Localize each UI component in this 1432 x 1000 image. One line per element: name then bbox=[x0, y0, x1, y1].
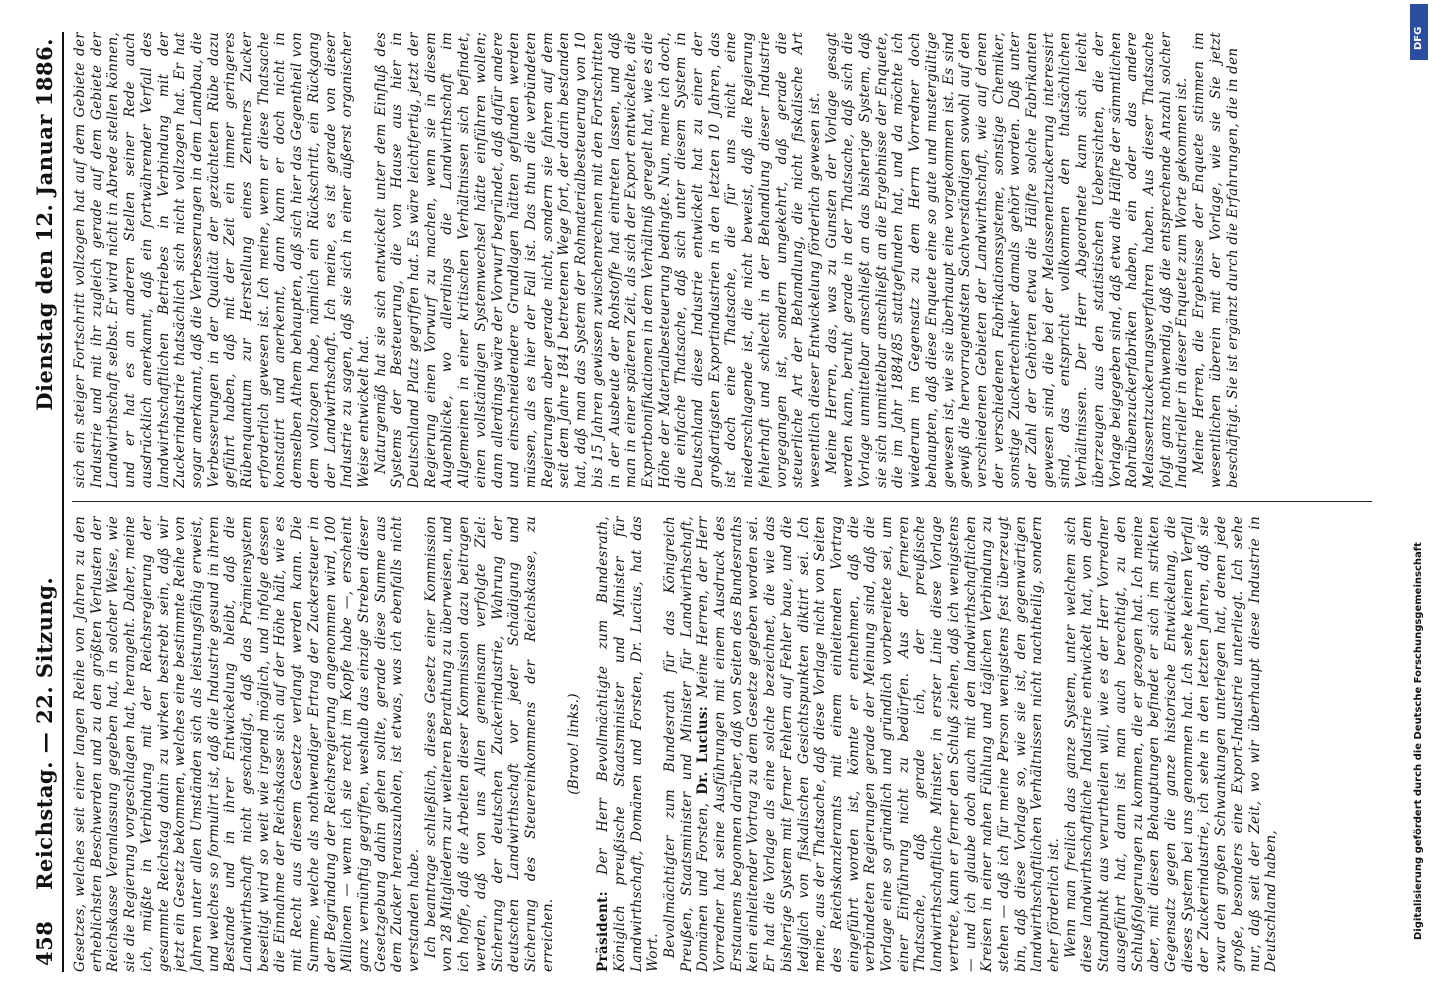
paragraph: Meine Herren, die Ergebnisse der Enquete stimmen im wesentlichen überein mit der Vorlage, wie sie Sie jetzt beschäftigt. Sie ist ergänzt durch die Erfahrungen, die in den bbox=[1191, 32, 1241, 488]
header-date: Dienstag den 12. Januar 1886. bbox=[32, 38, 57, 411]
left-column bbox=[72, 516, 1392, 972]
speech-text: Der Herr Bevollmächtigte zum Bundesrath, Königlich preußische Staatsminister und Minister für Landwirthschaft, Domänen und Forsten, Dr. Lucius, hat das Wort. bbox=[595, 516, 662, 972]
speaker-name: Präsident: bbox=[595, 891, 612, 972]
speaker-name: Dr. Lucius: bbox=[695, 705, 712, 795]
dfg-logo-text: DFG bbox=[1413, 26, 1424, 50]
speech-text: Meine Herren, der Herr Vorredner hat seine Ausführungen mit einem Ausdruck des Erstaunens begonnen darüber, daß von Seiten des Bundesraths kein einleitender Vortrag zu dem Gesetze gegeben worden sei. Er hat die Vorlage als eine solche bezeichnet, die wie das bisherige System mit ferner Fehlern auf Fehler baue, und die lediglich von fiskalischen Gesichtspunkten diktirt sei. Ich meine, aus der Thatsache, daß diese Vorlage nicht von Seiten des Reichskanzleramts mit einem einleitenden Vortrag eingeführt worden ist, könnte er entnehmen, daß die verbündeten Regierungen gerade der Meinung sind, daß die Vorlage eine so gründlich und gründlich vorbereitete sei, um einer Einführung nicht zu bedürfen. Aus der ferneren Thatsache, daß gerade ich, der preußische landwirthschaftliche Minister, in erster Linie diese Vorlage vertrete, kann er ferner den Schluß ziehen, daß ich wenigstens — und ich glaube doch auch mit den landwirthschaftlichen Kreisen in einer nahen Fühlung und täglichen Verbindung zu stehen — daß ich für meine Person wenigstens fest überzeugt bin, daß diese Vorlage so, wie sie ist, den gegenwärtigen landwirthschaftlichen Verhältnissen nicht nachtheilig, sondern eher förderlich ist. bbox=[695, 516, 1063, 972]
paragraph: Meine Herren, das, was zu Gunsten der Vorlage gesagt werden kann, beruht gerade in der Thatsache, daß sich die Vorlage unmittelbar anschließt an das bisherige System, daß sie sich unmittelbar anschließt an die Ergebnisse der Enquete, die im Jahr 1884/85 stattgefunden hat, und da möchte ich wiederum im Gegensatz zu dem Herrn Vorredner doch behaupten, daß diese Enquete eine so gute und mustergültige gewesen ist, wie sie überhaupt eine vorgekommen ist. Es sind gewiß die hervorragendsten Sachverständigen sowohl auf den verschiedenen Gebieten der Landwirthschaft, wie auf denen der verschiedenen Fabrikationssysteme, sonstige Chemiker, sonstige Zuckertechniker damals gehört worden. Daß unter der Zahl der Gehörten etwa die Hälfte solche Fabrikanten gewesen sind, die bei der Melassenentzuckerung interessirt sind, das entspricht vollkommen den thatsächlichen Verhältnissen. Der Herr Abgeordnete kann sich leicht überzeugen aus den statistischen Uebersichten, die der Vorlage beigegeben sind, daß etwa die Hälfte der sämmtlichen Rohrübenzuckerfabriken haben, ein oder das andere Melassentzuckerungsverfahren haben. Aus dieser Thatsache folgt ganz nothwendig, daß die entsprechende Anzahl solcher Industrieller in dieser Enquete zum Worte gekommen ist. bbox=[823, 32, 1191, 488]
paragraph: Naturgemäß hat sie sich entwickelt unter dem Einfluß des Systems der Besteuerung, die von Hause aus hier in Deutschland Platz gegriffen hat. Es wäre leichtfertig, jetzt der Regierung einen Vorwurf zu machen, wenn sie in diesem Augenblicke, wo allerdings die Landwirthschaft im Allgemeinen in einer kritischen Verhältnissen sich befindet, einen vollständigen Systemwechsel hätte einführen wollen; dann allerdings wäre der Vorwurf begründet, daß dafür andere und einschneidendere Grundlagen hätten gefunden werden müssen, als es hier der Fall ist. Das thun die verbündeten Regierungen aber gerade nicht, sondern sie fahren auf dem seit dem Jahre 1841 betretenen Wege fort, der darin bestanden hat, daß man das System der Rohmaterialbesteuerung von 10 bis 15 Jahren gewissen zwischenrechnen mit den Fortschritten in der Ausbeute der Rohstoffe hat eintreten lassen, und daß man in einer späteren Zeit, als sich der Export entwickelte, die Exportbonifikationen in dem Verhältniß geregelt hat, wie es die Höhe der Materialbesteuerung bedingte. Nun, meine ich doch, die einfache Thatsache, daß sich unter diesem System in Deutschland diese Industrie entwickelt hat zu einer der großartigsten Exportindustrien in den letzten 10 Jahren, das ist doch eine Thatsache, die für uns nicht eine niederschlagende ist, die nicht beweist, daß die Regierung fehlerhaft und schlecht in der Behandlung dieser Industrie vorgegangen ist, sondern umgekehrt, daß gerade die steuerliche Art der Behandlung, die nicht fiskalische Art wesentlich dieser Entwickelung förderlich gewesen ist. bbox=[372, 32, 823, 488]
applause-note: (Bravo! links.) bbox=[566, 693, 583, 795]
speaker-paragraph bbox=[595, 516, 662, 972]
digitization-watermark bbox=[1406, 60, 1430, 960]
rotated-document-page bbox=[20, 32, 1400, 972]
header-rule bbox=[62, 32, 64, 972]
paragraph: Gesetzes, welches seit einer langen Reihe von Jahren zu den erheblichsten Beschwerden und zu den größten Verlusten der Reichskasse Veranlassung gegeben hat, in solcher Weise, wie sie die Regierung vorgeschlagen hat, herangeht. Daher, meine ich, müßte in Verbindung mit der Reichsregierung der gesammte Reichstag dahin zu wirken bestrebt sein, daß wir jetzt ein Gesetz bekommen, welches eine bestimmte Reihe von Jahren unter allen Umständen sich als leistungsfähig erweist, und welches so formulirt ist, daß die Industrie gesund in ihrem Bestande und in ihrer Entwickelung bleibt, daß die Landwirthschaft nicht geschädigt, daß das Prämiensystem beseitigt wird so weit wie irgend möglich, und infolge dessen die Einnahme der Reichskasse sich auf der Höhe hält, wie es mit Recht aus diesem Gesetze verlangt werden kann. Die Summe, welche als nothwendiger Ertrag der Zuckersteuer in der Begründung der Reichsregierung angenommen wird, 100 Millionen — wenn ich sie recht im Kopfe habe —, erscheint ganz vernünftig gegriffen, weshalb das einzige Streben dieser Gesetzgebung dahin gehen sollte, gerade diese Summe aus dem Zucker herauszuholen, ist etwas, was ich ebenfalls nicht verstanden habe. bbox=[72, 516, 423, 972]
page-number: 458 bbox=[32, 920, 57, 966]
paragraph: sich ein steiger Fortschritt vollzogen hat auf dem Gebiete der Industrie und mit ihr zugleich gerade auf dem Gebiete der Landwirthschaft selbst. Er wird nicht in Abrede stellen können, und er hat es an anderen Stellen seiner Rede auch ausdrücklich anerkannt, daß ein fortwährender Verfall des landwirthschaftlichen Betriebes in Verbindung mit der Zuckerindustrie thatsächlich sich nicht vollzogen hat. Er hat sogar anerkannt, daß die Verbesserungen in dem Landbau, die Verbesserungen in der Qualität der gezüchteten Rübe dazu geführt haben, daß mit der Zeit ein immer geringeres Rübenquantum zur Herstellung eines Zentners Zucker erforderlich gewesen ist. Ich meine, wenn er diese Thatsache konstatirt und anerkennt, dann kann er doch nicht in demselben Athem behaupten, daß sich hier das Gegentheil von dem vollzogen habe, nämlich ein Rückschritt, ein Rückgang der Landwirthschaft. Ich meine, es ist gerade von dieser Industrie zu sagen, daß sie sich in einer äußerst organischer Weise entwickelt hat. bbox=[72, 32, 372, 488]
speaker-title: Bevollmächtigter zum Bundesrath für das Königreich Preußen, Staatsminister und Minister für Landwirthschaft, Domänen und Forsten, bbox=[661, 516, 712, 972]
right-column bbox=[72, 32, 1392, 488]
running-title: Reichstag. — 22. Sitzung. bbox=[32, 576, 57, 890]
page-header bbox=[28, 32, 62, 972]
watermark-text: Digitalisierung gefördert durch die Deutsche Forschungsgemeinschaft bbox=[1413, 542, 1424, 940]
column-divider bbox=[72, 501, 1372, 502]
paragraph: Ich beantrage schließlich, dieses Gesetz einer Kommission von 28 Mitgliedern zur weiteren Berathung zu überweisen, und ich hoffe, daß die Arbeiten dieser Kommission dazu beitragen werden, daß von uns Allen gemeinsam verfolgte Ziel: Sicherung der deutschen Zuckerindustrie, Wahrung der deutschen Landwirthschaft vor jeder Schädigung und Sicherung des Steuereinkommens der Reichskasse, zu erreichen. bbox=[422, 516, 556, 972]
dfg-logo bbox=[1410, 4, 1428, 60]
speaker-paragraph bbox=[662, 516, 1063, 972]
paragraph: Wenn man freilich das ganze System, unter welchem sich diese landwirthschaftliche Industrie entwickelt hat, von dem Standpunkt aus verurtheilen will, wie es der Herr Vorredner ausgeführt hat, dann ist man auch berechtigt, zu den Schlußfolgerungen zu kommen, die er gezogen hat. Ich meine aber, mit diesen Behauptungen befindet er sich im strikten Gegensatz gegen die ganze historische Entwickelung, die dieses System bei uns genommen hat. Ich sehe keinen Verfall der Zuckerindustrie, ich sehe in den letzten Jahren, daß sie zwar den großen Schwankungen unterlegen hat, denen jede große, besonders eine Export-Industrie unterliegt. Ich sehe nur, daß seit der Zeit, wo wir überhaupt diese Industrie in Deutschland haben, bbox=[1062, 516, 1280, 972]
